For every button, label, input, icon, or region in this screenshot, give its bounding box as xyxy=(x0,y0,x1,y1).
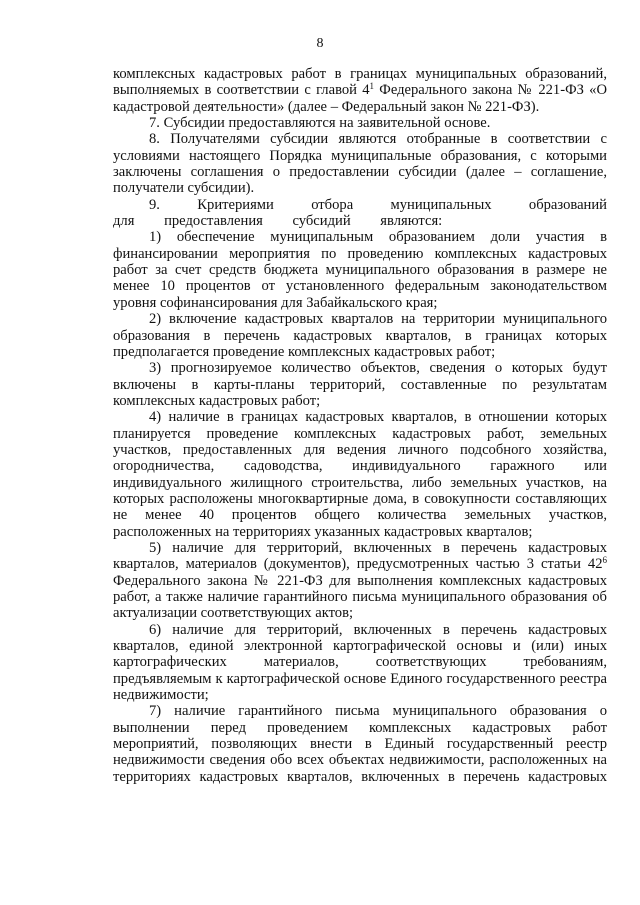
paragraph-text: Федерального закона № 221-ФЗ «О кадастровой деятельности» (далее – Федеральный закон № 221-ФЗ). xyxy=(113,82,608,115)
paragraph-continuation xyxy=(113,66,607,115)
paragraph-9: 9. Критериями отбора муниципальных образований для предоставления субсидий являются: xyxy=(113,196,607,230)
criterion-7: 7) наличие гарантийного письма муниципального образования о выполнении перед проведением комплексных кадастровых работ мероприятий, позволяющих внести в Единый государственный реестр недвижимости сведения обо всех объектах недвижимости, расположенных на территориях кадастровых кварталов, включенных в перечень кадастровых xyxy=(113,703,607,785)
paragraph-text: комплексных кадастровых работ в границах муниципальных образований, выполняемых в соответствии с главой 4 xyxy=(113,66,607,99)
criterion-6: 6) наличие для территорий, включенных в перечень кадастровых кварталов, единой электронной картографической основы и (или) иных картографических материалов, соответствующих требованиям, предъявляемым к картографической основе Единого государственного реестра недвижимости; xyxy=(113,621,607,704)
criterion-4: 4) наличие в границах кадастровых кварталов, в отношении которых планируется проведение комплексных кадастровых работ, земельных участков, предоставленных для ведения личного подсобного хозяйства, огородничества, садоводства, индивидуального гаражного или индивидуального жилищного строительства, либо земельных участков, на которых расположены многоквартирные дома, в совокупности составляющих не менее 40 процентов общего количества земельных участков, расположенных на территориях указанных кадастровых кварталов; xyxy=(113,409,607,540)
criterion-5 xyxy=(113,540,607,622)
page-number: 8 xyxy=(316,36,324,51)
superscript: 6 xyxy=(602,555,607,566)
paragraph-7: 7. Субсидии предоставляются на заявительной основе. xyxy=(149,115,491,132)
criterion-text: Федерального закона № 221-ФЗ для выполнения комплексных кадастровых работ, а также наличие гарантийного письма муниципального образования об актуализации соответствующих актов; xyxy=(113,572,607,622)
paragraph-8: 8. Получателями субсидии являются отобранные в соответствии с условиями настоящего Порядка муниципальные образования, с которыми заключены соглашения о предоставлении субсидии (далее – соглашение, получатели субсидии). xyxy=(113,131,607,197)
criterion-text: 5) наличие для территорий, включенных в перечень кадастровых кварталов, материалов (документов), предусмотренных частью 3 статьи 42 xyxy=(113,539,607,573)
document-body xyxy=(113,66,607,785)
criterion-1: 1) обеспечение муниципальным образованием доли участия в финансировании мероприятия по проведению комплексных кадастровых работ за счет средств бюджета муниципального образования в размере не менее 10 процентов от установленного федеральным законодательством уровня софинансирования для Забайкальского края; xyxy=(113,229,607,311)
superscript: 1 xyxy=(369,81,375,92)
criterion-2: 2) включение кадастровых кварталов на территории муниципального образования в перечень кадастровых кварталов, в границах которых предполагается проведение комплексных кадастровых работ; xyxy=(113,311,607,360)
criterion-3: 3) прогнозируемое количество объектов, сведения о которых будут включены в карты-планы территорий, составленные по результатам комплексных кадастровых работ; xyxy=(113,360,607,409)
